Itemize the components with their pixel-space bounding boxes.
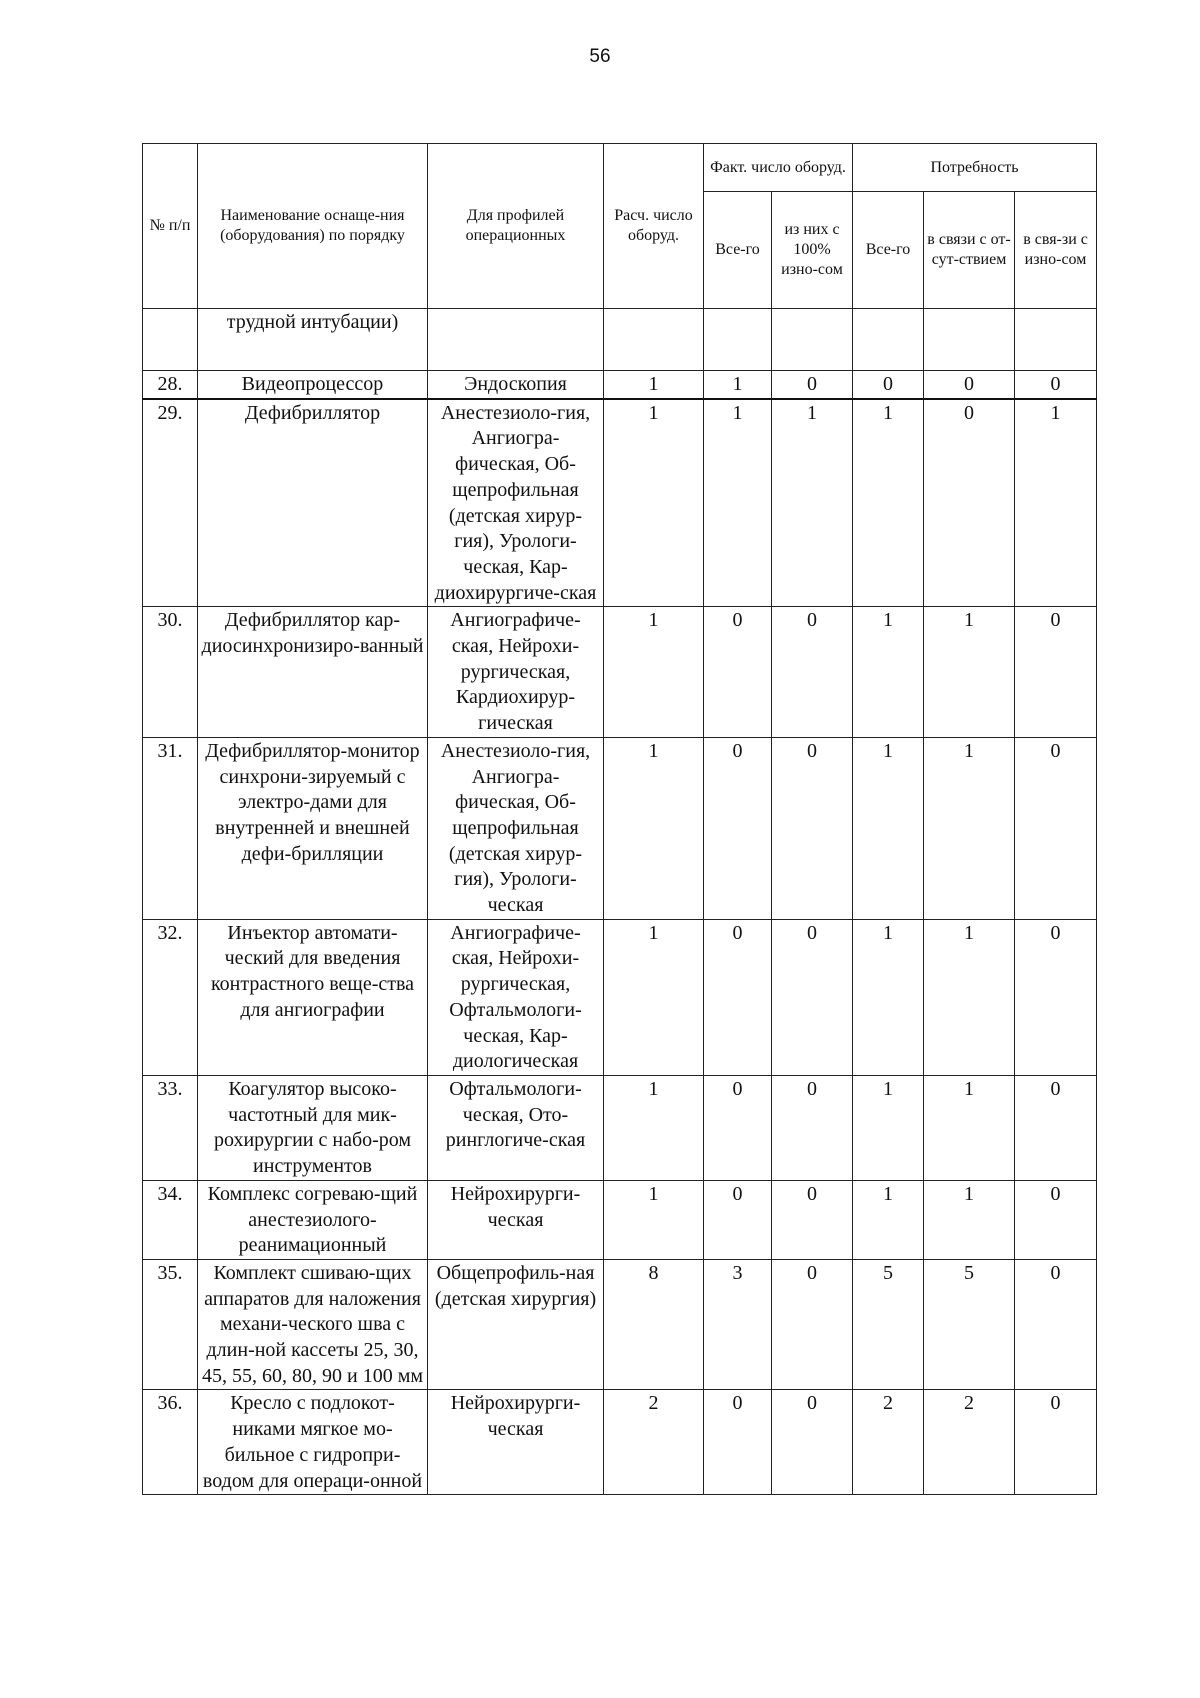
header-num: № п/п (143, 144, 198, 309)
row-need-total: 1 (853, 607, 924, 738)
row-calc: 1 (604, 737, 704, 919)
table-header (143, 144, 1097, 309)
row-fact-worn: 0 (772, 371, 853, 399)
row-need-wear: 0 (1015, 1075, 1097, 1180)
table-row (143, 1390, 1097, 1495)
row-fact-worn: 0 (772, 1259, 853, 1390)
row-need-absence: 1 (924, 607, 1015, 738)
row-calc: 1 (604, 399, 704, 607)
row-need-absence: 1 (924, 737, 1015, 919)
row-fact-total: 1 (704, 399, 772, 607)
row-fact-total: 0 (704, 737, 772, 919)
row-fact-total: 0 (704, 607, 772, 738)
row-fact-worn: 1 (772, 399, 853, 607)
row-profiles: Эндоскопия (428, 371, 604, 399)
row-need-absence: 2 (924, 1390, 1015, 1495)
row-name: Инъектор автомати-ческий для введения контрастного веще-ства для ангиографии (198, 919, 428, 1075)
table-row (143, 1180, 1097, 1259)
row-profiles (428, 309, 604, 371)
row-num: 32. (143, 919, 198, 1075)
row-num: 29. (143, 399, 198, 607)
row-calc: 8 (604, 1259, 704, 1390)
row-fact-total: 0 (704, 1075, 772, 1180)
row-need-total: 1 (853, 737, 924, 919)
header-need-group: Потребность (853, 144, 1097, 192)
row-profiles: Анестезиоло-гия, Ангиогра-фическая, Об-щепрофильная (детская хирур-гия), Урологи-ческая, Кар-диохирургиче-ская (428, 399, 604, 607)
row-calc (604, 309, 704, 371)
row-need-wear: 0 (1015, 919, 1097, 1075)
row-fact-worn: 0 (772, 607, 853, 738)
header-need-wear: в свя-зи с изно-сом (1015, 192, 1097, 309)
row-need-total (853, 309, 924, 371)
row-fact-worn: 0 (772, 737, 853, 919)
row-need-wear: 0 (1015, 607, 1097, 738)
row-need-total: 1 (853, 1180, 924, 1259)
row-need-absence: 1 (924, 1075, 1015, 1180)
row-name: Видеопроцессор (198, 371, 428, 399)
row-fact-worn (772, 309, 853, 371)
row-profiles: Ангиографиче-ская, Нейрохи-рургическая, Офтальмологи-ческая, Кар-диологическая (428, 919, 604, 1075)
row-fact-total: 1 (704, 371, 772, 399)
row-need-absence: 0 (924, 399, 1015, 607)
row-need-absence: 1 (924, 1180, 1015, 1259)
header-profiles: Для профилей операционных (428, 144, 604, 309)
equipment-table (142, 143, 1097, 1495)
header-fact-total: Все-го (704, 192, 772, 309)
table-row (143, 1259, 1097, 1390)
row-need-absence: 5 (924, 1259, 1015, 1390)
row-num: 34. (143, 1180, 198, 1259)
row-need-absence: 1 (924, 919, 1015, 1075)
row-name: Дефибриллятор кар-диосинхронизиро-ванный (198, 607, 428, 738)
table-row (143, 399, 1097, 607)
row-name: Дефибриллятор-монитор синхрони-зируемый с электро-дами для внутренней и внешней дефи-брилляции (198, 737, 428, 919)
page-number: 56 (589, 46, 611, 67)
row-need-absence (924, 309, 1015, 371)
row-name: Комплекс согреваю-щий анестезиолого-реанимационный (198, 1180, 428, 1259)
header-fact-worn: из них с 100% изно-сом (772, 192, 853, 309)
table-body (143, 309, 1097, 1495)
row-num: 30. (143, 607, 198, 738)
row-need-wear: 0 (1015, 371, 1097, 399)
row-calc: 1 (604, 607, 704, 738)
row-profiles: Нейрохирурги-ческая (428, 1180, 604, 1259)
row-need-wear: 1 (1015, 399, 1097, 607)
header-need-total: Все-го (853, 192, 924, 309)
row-num: 28. (143, 371, 198, 399)
table-row (143, 309, 1097, 371)
row-calc: 1 (604, 1075, 704, 1180)
row-need-total: 1 (853, 399, 924, 607)
row-calc: 1 (604, 919, 704, 1075)
table-row (143, 737, 1097, 919)
row-fact-worn: 0 (772, 919, 853, 1075)
row-need-total: 5 (853, 1259, 924, 1390)
row-need-wear (1015, 309, 1097, 371)
row-profiles: Ангиографиче-ская, Нейрохи-рургическая, Кардиохирур-гическая (428, 607, 604, 738)
row-calc: 1 (604, 1180, 704, 1259)
row-need-total: 2 (853, 1390, 924, 1495)
row-need-total: 1 (853, 919, 924, 1075)
row-need-absence: 0 (924, 371, 1015, 399)
header-need-absence: в связи с от-сут-ствием (924, 192, 1015, 309)
row-fact-total (704, 309, 772, 371)
row-need-wear: 0 (1015, 737, 1097, 919)
row-name: Коагулятор высоко-частотный для мик-рохирургии с набо-ром инструментов (198, 1075, 428, 1180)
row-name: Кресло с подлокот-никами мягкое мо-бильное с гидропри-водом для операци-онной (198, 1390, 428, 1495)
header-calc: Расч. число оборуд. (604, 144, 704, 309)
row-fact-worn: 0 (772, 1075, 853, 1180)
row-profiles: Нейрохирурги-ческая (428, 1390, 604, 1495)
row-num: 33. (143, 1075, 198, 1180)
header-name: Наименование оснаще-ния (оборудования) по порядку (198, 144, 428, 309)
row-fact-total: 0 (704, 1180, 772, 1259)
row-fact-total: 3 (704, 1259, 772, 1390)
row-calc: 2 (604, 1390, 704, 1495)
header-fact-group: Факт. число оборуд. (704, 144, 853, 192)
table-row (143, 607, 1097, 738)
row-name: Комплект сшиваю-щих аппаратов для наложения механи-ческого шва с длин-ной кассеты 25, 30, 45, 55, 60, 80, 90 и 100 мм (198, 1259, 428, 1390)
row-name: трудной интубации) (198, 309, 428, 371)
table-row (143, 371, 1097, 399)
row-need-wear: 0 (1015, 1180, 1097, 1259)
row-fact-worn: 0 (772, 1390, 853, 1495)
table-row (143, 1075, 1097, 1180)
row-num: 31. (143, 737, 198, 919)
table-row (143, 919, 1097, 1075)
row-fact-worn: 0 (772, 1180, 853, 1259)
row-fact-total: 0 (704, 1390, 772, 1495)
row-num (143, 309, 198, 371)
row-need-wear: 0 (1015, 1259, 1097, 1390)
row-profiles: Общепрофиль-ная (детская хирургия) (428, 1259, 604, 1390)
row-profiles: Офтальмологи-ческая, Ото-ринглогиче-ская (428, 1075, 604, 1180)
row-fact-total: 0 (704, 919, 772, 1075)
row-num: 36. (143, 1390, 198, 1495)
row-profiles: Анестезиоло-гия, Ангиогра-фическая, Об-щепрофильная (детская хирур-гия), Урологи-ческая (428, 737, 604, 919)
row-need-total: 1 (853, 1075, 924, 1180)
row-num: 35. (143, 1259, 198, 1390)
row-need-wear: 0 (1015, 1390, 1097, 1495)
row-name: Дефибриллятор (198, 399, 428, 607)
row-need-total: 0 (853, 371, 924, 399)
row-calc: 1 (604, 371, 704, 399)
